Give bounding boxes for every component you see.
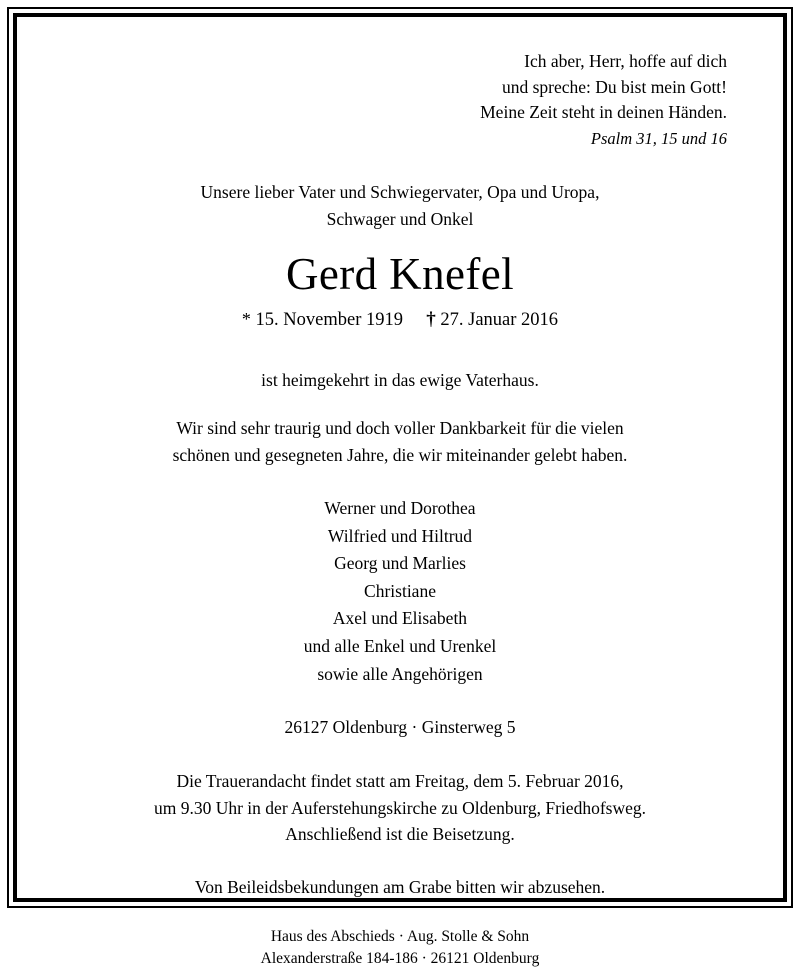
verse-line-1: Ich aber, Herr, hoffe auf dich: [524, 51, 727, 71]
obituary-notice: [17, 17, 783, 968]
gratitude-paragraph: [45, 415, 755, 468]
survivor-line: Werner und Dorothea: [324, 498, 476, 519]
survivor-line: sowie alle Angehörigen: [317, 663, 483, 684]
gratitude-line-2: schönen und gesegneten Jahre, die wir miteinander gelebt haben.: [172, 445, 628, 466]
funeral-home-address: Alexanderstraße 184-186 · 26121 Oldenburg: [260, 950, 540, 968]
service-line-2: um 9.30 Uhr in der Auferstehungskirche zu Oldenburg, Friedhofsweg.: [153, 797, 646, 818]
survivor-line: und alle Enkel und Urenkel: [303, 636, 497, 657]
birth-date: 15. November 1919: [255, 310, 404, 331]
family-address: 26127 Oldenburg · Ginsterweg 5: [284, 716, 516, 737]
survivor-line: Axel und Elisabeth: [332, 608, 468, 629]
obituary-notice-frame-inner: [13, 13, 787, 968]
relationship-intro: [45, 179, 755, 232]
survivor-line: Christiane: [364, 580, 436, 601]
verse-source: Psalm 31, 15 und 16: [590, 129, 727, 149]
birth-star-icon: *: [241, 309, 251, 330]
obituary-notice-frame-outer: [7, 7, 793, 968]
verse-block: [45, 49, 755, 152]
relationship-intro-line-1: Unsere lieber Vater und Schwiegervater, Opa und Uropa,: [200, 181, 600, 202]
survivors-list: [45, 495, 755, 688]
survivor-line: Georg und Marlies: [334, 553, 466, 574]
life-dates: [45, 308, 755, 333]
condolence-request: Von Beileidsbekundungen am Grabe bitten wir abzusehen.: [194, 876, 606, 897]
relationship-intro-line-2: Schwager und Onkel: [326, 208, 474, 229]
verse-line-3: Meine Zeit steht in deinen Händen.: [480, 102, 727, 123]
service-line-1: Die Trauerandacht findet statt am Freitag, dem 5. Februar 2016,: [176, 771, 624, 792]
deceased-name: Gerd Knefel: [285, 249, 515, 300]
homecoming-line: ist heimgekehrt in das ewige Vaterhaus.: [261, 370, 539, 391]
death-cross-icon: †: [426, 309, 436, 331]
death-date: 27. Januar 2016: [440, 310, 559, 331]
service-line-3: Anschließend ist die Beisetzung.: [285, 824, 515, 845]
funeral-home-name: Haus des Abschieds · Aug. Stolle & Sohn: [270, 928, 530, 946]
verse-line-2: und spreche: Du bist mein Gott!: [501, 76, 727, 97]
service-details: [45, 768, 755, 848]
funeral-home-credit: [45, 926, 755, 970]
survivor-line: Wilfried und Hiltrud: [327, 525, 473, 546]
gratitude-line-1: Wir sind sehr traurig und doch voller Dankbarkeit für die vielen: [176, 418, 624, 439]
